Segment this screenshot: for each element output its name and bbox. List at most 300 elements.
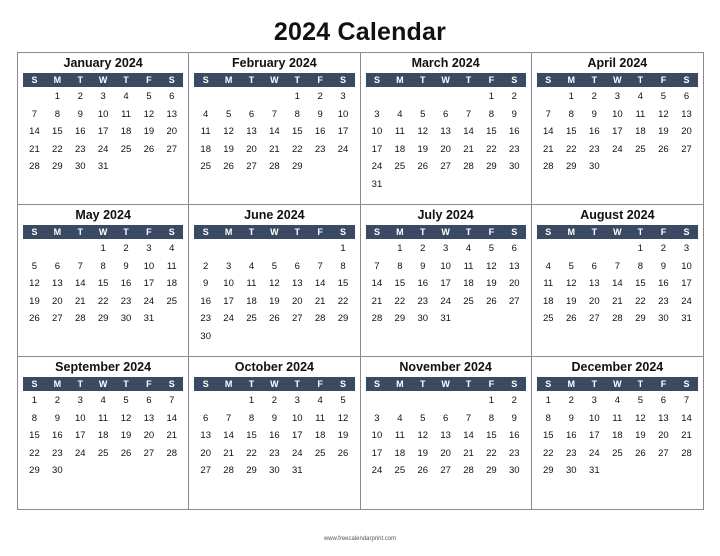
- day-cell: 30: [74, 161, 86, 172]
- empty-day-cell: [217, 392, 240, 410]
- day-cell: 3: [146, 243, 152, 254]
- day-cell: 23: [509, 447, 520, 459]
- day-cell: 28: [223, 465, 234, 476]
- day-cell: 10: [223, 278, 234, 289]
- day-cell: 27: [52, 313, 63, 324]
- day-cell: 29: [394, 313, 406, 324]
- empty-day-cell: [366, 88, 389, 106]
- day-cell: 9: [511, 412, 517, 424]
- weekday-label: F: [660, 227, 667, 237]
- day-cell: 6: [442, 108, 449, 120]
- day-cell: 3: [225, 260, 232, 272]
- day-cell: 15: [486, 430, 497, 441]
- weekday-label: W: [441, 75, 450, 85]
- calendar-grid: [17, 52, 704, 510]
- day-cell: 10: [74, 412, 86, 424]
- day-cell: 27: [291, 313, 303, 324]
- weekday-label: S: [511, 379, 518, 389]
- day-cell: 25: [120, 143, 132, 155]
- day-cell: 22: [337, 295, 349, 307]
- weekday-label: T: [77, 379, 83, 389]
- day-cell: 17: [612, 126, 623, 137]
- day-cell: 27: [440, 465, 451, 476]
- empty-day-cell: [388, 392, 411, 410]
- day-cell: 22: [291, 143, 303, 155]
- empty-day-cell: [23, 88, 46, 106]
- day-cell: 5: [123, 395, 129, 406]
- weekday-label: F: [488, 227, 495, 237]
- day-cell: 2: [317, 91, 323, 102]
- day-cell: 20: [291, 295, 303, 307]
- day-cell: 3: [374, 108, 380, 120]
- day-cell: 27: [589, 313, 600, 324]
- day-cell: 2: [568, 395, 574, 406]
- weekday-label: T: [248, 379, 255, 389]
- day-cell: 1: [545, 395, 551, 406]
- day-cell: 19: [223, 143, 234, 155]
- weekday-label: T: [123, 379, 129, 389]
- day-cell: 19: [658, 126, 669, 137]
- day-cell: 8: [54, 108, 60, 120]
- day-cell: 26: [658, 143, 669, 155]
- page-title: 2024 Calendar: [273, 18, 447, 46]
- day-cell: 24: [337, 143, 349, 155]
- day-cell: 22: [52, 143, 63, 155]
- day-cell: 9: [317, 108, 323, 120]
- day-cell: 27: [166, 143, 178, 155]
- day-grid: [537, 392, 698, 480]
- weekday-label: T: [419, 227, 426, 237]
- day-cell: 8: [488, 108, 495, 120]
- day-cell: 8: [545, 412, 551, 424]
- weekday-label: T: [591, 379, 598, 389]
- day-cell: 3: [442, 243, 449, 254]
- month-title: November 2024: [399, 360, 492, 374]
- day-cell: 6: [660, 395, 667, 406]
- weekday-label: F: [146, 227, 152, 237]
- weekday-label: F: [488, 379, 495, 389]
- day-cell: 18: [120, 126, 132, 137]
- month-block: [532, 357, 703, 509]
- month-block: [532, 205, 703, 357]
- day-cell: 30: [589, 161, 600, 172]
- day-cell: 23: [52, 447, 63, 459]
- day-cell: 18: [166, 278, 178, 289]
- day-cell: 13: [143, 412, 155, 424]
- day-cell: 22: [542, 447, 554, 459]
- weekday-label: M: [224, 75, 233, 85]
- day-cell: 7: [77, 260, 83, 272]
- day-cell: 19: [120, 430, 132, 441]
- day-cell: 6: [511, 243, 517, 254]
- day-cell: 14: [314, 278, 326, 289]
- day-cell: 2: [420, 243, 426, 254]
- day-cell: 8: [568, 108, 574, 120]
- day-cell: 4: [100, 395, 106, 406]
- weekday-label: F: [660, 379, 667, 389]
- day-cell: 31: [143, 313, 155, 324]
- day-cell: 22: [246, 447, 257, 459]
- day-cell: 7: [225, 412, 232, 424]
- day-cell: 12: [566, 278, 577, 289]
- month-title: January 2024: [63, 56, 143, 70]
- weekday-label: W: [270, 75, 279, 85]
- day-cell: 3: [77, 395, 83, 406]
- weekday-header-bar: [23, 225, 183, 239]
- day-cell: 21: [269, 143, 280, 155]
- day-cell: 5: [271, 260, 278, 272]
- weekday-header-bar: [23, 73, 183, 87]
- day-cell: 11: [635, 108, 646, 120]
- day-cell: 7: [683, 395, 690, 406]
- empty-day-cell: [606, 240, 629, 258]
- day-grid: [366, 88, 526, 193]
- day-cell: 26: [417, 161, 429, 172]
- weekday-header-bar: [194, 225, 354, 239]
- day-cell: 19: [29, 295, 40, 307]
- day-cell: 7: [374, 260, 380, 272]
- day-cell: 6: [683, 91, 690, 102]
- day-cell: 20: [143, 430, 155, 441]
- day-cell: 20: [52, 295, 63, 307]
- day-cell: 24: [681, 295, 692, 307]
- weekday-label: S: [202, 379, 209, 389]
- month-block: [361, 53, 532, 205]
- day-cell: 12: [486, 260, 497, 272]
- weekday-label: T: [637, 227, 644, 237]
- day-cell: 17: [589, 430, 600, 441]
- day-cell: 23: [74, 143, 86, 155]
- weekday-label: F: [317, 379, 323, 389]
- day-cell: 28: [681, 447, 692, 459]
- day-cell: 11: [166, 260, 177, 272]
- day-cell: 5: [31, 260, 38, 272]
- day-cell: 16: [200, 295, 211, 307]
- empty-day-cell: [240, 88, 263, 106]
- day-cell: 28: [29, 161, 40, 172]
- day-cell: 22: [486, 447, 497, 459]
- weekday-label: S: [683, 227, 690, 237]
- weekday-label: M: [567, 379, 576, 389]
- day-cell: 17: [337, 126, 349, 137]
- weekday-header-bar: [23, 377, 183, 391]
- month-block: [361, 205, 532, 357]
- empty-day-cell: [411, 88, 434, 106]
- day-cell: 11: [543, 278, 554, 289]
- day-cell: 10: [371, 126, 383, 137]
- day-cell: 25: [97, 447, 109, 459]
- day-cell: 12: [29, 278, 40, 289]
- weekday-label: T: [123, 227, 129, 237]
- day-cell: 12: [269, 278, 280, 289]
- weekday-label: S: [511, 227, 518, 237]
- empty-day-cell: [69, 240, 92, 258]
- day-cell: 3: [374, 412, 380, 424]
- month-title: May 2024: [75, 208, 131, 222]
- month-block: [18, 53, 189, 205]
- day-cell: 15: [337, 278, 349, 289]
- day-cell: 5: [340, 395, 346, 406]
- weekday-label: T: [419, 379, 426, 389]
- day-cell: 13: [589, 278, 600, 289]
- day-cell: 29: [29, 465, 40, 476]
- empty-day-cell: [46, 240, 69, 258]
- weekday-header-bar: [537, 73, 698, 87]
- day-cell: 13: [200, 430, 211, 441]
- day-cell: 7: [31, 108, 38, 120]
- day-cell: 7: [271, 108, 278, 120]
- day-grid: [23, 240, 183, 328]
- weekday-label: T: [419, 75, 426, 85]
- weekday-label: W: [270, 227, 279, 237]
- weekday-label: T: [248, 75, 255, 85]
- empty-day-cell: [194, 392, 217, 410]
- weekday-header-bar: [194, 377, 354, 391]
- day-cell: 27: [143, 447, 155, 459]
- empty-day-cell: [434, 392, 457, 410]
- weekday-label: F: [146, 379, 152, 389]
- day-cell: 6: [203, 412, 209, 424]
- weekday-header-bar: [366, 225, 526, 239]
- day-cell: 25: [166, 295, 178, 307]
- day-cell: 8: [294, 108, 300, 120]
- day-cell: 3: [294, 395, 300, 406]
- day-cell: 14: [542, 126, 554, 137]
- day-cell: 16: [120, 278, 132, 289]
- day-cell: 25: [542, 313, 554, 324]
- day-cell: 25: [635, 143, 646, 155]
- day-cell: 18: [394, 143, 406, 155]
- empty-day-cell: [263, 88, 286, 106]
- day-cell: 1: [340, 243, 346, 254]
- day-cell: 20: [246, 143, 257, 155]
- day-cell: 26: [223, 161, 234, 172]
- day-cell: 29: [246, 465, 257, 476]
- day-cell: 24: [371, 465, 383, 476]
- day-cell: 15: [246, 430, 257, 441]
- day-cell: 30: [52, 465, 63, 476]
- day-cell: 23: [658, 295, 669, 307]
- day-cell: 7: [545, 108, 551, 120]
- day-cell: 22: [486, 143, 497, 155]
- day-cell: 21: [166, 430, 178, 441]
- day-cell: 22: [635, 295, 646, 307]
- month-block: [532, 53, 703, 205]
- day-cell: 6: [169, 91, 175, 102]
- day-cell: 31: [371, 178, 383, 190]
- weekday-label: S: [340, 75, 347, 85]
- weekday-label: T: [77, 227, 83, 237]
- day-cell: 2: [271, 395, 278, 406]
- day-cell: 26: [486, 295, 497, 307]
- day-cell: 29: [337, 313, 349, 324]
- month-title: September 2024: [55, 360, 152, 374]
- empty-day-cell: [388, 88, 411, 106]
- day-cell: 9: [271, 412, 278, 424]
- day-cell: 28: [463, 161, 474, 172]
- day-cell: 21: [612, 295, 623, 307]
- day-cell: 3: [591, 395, 597, 406]
- day-cell: 3: [614, 91, 621, 102]
- day-cell: 11: [612, 412, 623, 424]
- day-cell: 21: [542, 143, 554, 155]
- empty-day-cell: [194, 240, 217, 258]
- weekday-label: M: [53, 75, 62, 85]
- day-cell: 21: [371, 295, 383, 307]
- weekday-label: T: [123, 75, 129, 85]
- day-cell: 14: [463, 126, 474, 137]
- weekday-label: T: [248, 227, 255, 237]
- weekday-label: S: [168, 227, 175, 237]
- weekday-label: S: [683, 75, 690, 85]
- day-cell: 20: [658, 430, 669, 441]
- day-cell: 5: [660, 91, 667, 102]
- day-cell: 25: [612, 447, 623, 459]
- day-cell: 29: [635, 313, 646, 324]
- day-cell: 2: [591, 91, 597, 102]
- day-cell: 26: [337, 447, 349, 459]
- day-cell: 24: [74, 447, 86, 459]
- weekday-label: W: [98, 379, 108, 389]
- day-cell: 15: [29, 430, 40, 441]
- day-cell: 16: [566, 430, 577, 441]
- day-cell: 8: [340, 260, 346, 272]
- day-cell: 20: [440, 447, 451, 459]
- day-cell: 24: [612, 143, 623, 155]
- day-cell: 6: [54, 260, 60, 272]
- month-title: February 2024: [231, 56, 317, 70]
- day-cell: 9: [591, 108, 597, 120]
- day-cell: 12: [417, 126, 429, 137]
- day-cell: 31: [97, 161, 109, 172]
- day-cell: 25: [314, 447, 326, 459]
- day-cell: 2: [203, 260, 209, 272]
- day-cell: 13: [658, 412, 669, 424]
- day-cell: 20: [589, 295, 600, 307]
- month-title: June 2024: [244, 208, 305, 222]
- day-grid: [366, 240, 526, 328]
- weekday-label: T: [465, 75, 472, 85]
- weekday-label: T: [465, 379, 472, 389]
- weekday-label: W: [441, 227, 450, 237]
- day-cell: 4: [545, 260, 551, 272]
- day-cell: 2: [123, 243, 129, 254]
- day-cell: 3: [340, 91, 346, 102]
- month-block: [189, 357, 360, 509]
- day-cell: 8: [397, 260, 403, 272]
- day-cell: 17: [143, 278, 155, 289]
- day-cell: 14: [74, 278, 86, 289]
- day-cell: 13: [291, 278, 303, 289]
- empty-day-cell: [457, 88, 480, 106]
- weekday-label: S: [340, 379, 347, 389]
- month-title: October 2024: [234, 360, 314, 374]
- month-title: December 2024: [571, 360, 664, 374]
- day-cell: 16: [589, 126, 600, 137]
- day-cell: 11: [121, 108, 131, 120]
- month-title: April 2024: [587, 56, 648, 70]
- day-cell: 28: [74, 313, 86, 324]
- weekday-label: S: [545, 227, 552, 237]
- weekday-label: F: [146, 75, 152, 85]
- day-cell: 28: [166, 447, 178, 459]
- day-cell: 3: [100, 91, 106, 102]
- weekday-label: T: [465, 227, 472, 237]
- weekday-label: W: [441, 379, 450, 389]
- day-cell: 15: [635, 278, 646, 289]
- day-cell: 31: [681, 313, 692, 324]
- day-cell: 15: [52, 126, 63, 137]
- weekday-label: W: [613, 379, 622, 389]
- month-block: [18, 205, 189, 357]
- day-cell: 14: [166, 412, 178, 424]
- day-cell: 21: [29, 143, 40, 155]
- weekday-header-bar: [537, 225, 698, 239]
- weekday-label: W: [98, 227, 108, 237]
- day-cell: 12: [143, 108, 155, 120]
- day-cell: 5: [568, 260, 574, 272]
- day-cell: 11: [246, 278, 257, 289]
- day-cell: 13: [52, 278, 63, 289]
- empty-day-cell: [583, 240, 606, 258]
- day-cell: 4: [203, 108, 209, 120]
- day-cell: 20: [681, 126, 692, 137]
- weekday-label: W: [98, 75, 108, 85]
- empty-day-cell: [411, 392, 434, 410]
- day-cell: 16: [658, 278, 669, 289]
- day-cell: 30: [269, 465, 280, 476]
- day-cell: 22: [29, 447, 40, 459]
- weekday-header-bar: [366, 73, 526, 87]
- day-cell: 29: [566, 161, 577, 172]
- weekday-label: M: [396, 75, 404, 85]
- day-cell: 10: [440, 260, 451, 272]
- day-cell: 14: [29, 126, 40, 137]
- day-cell: 6: [442, 412, 449, 424]
- day-cell: 29: [97, 313, 109, 324]
- weekday-label: M: [53, 227, 62, 237]
- day-cell: 18: [612, 430, 623, 441]
- day-cell: 26: [29, 313, 40, 324]
- empty-day-cell: [366, 392, 389, 410]
- day-cell: 31: [440, 313, 451, 324]
- day-cell: 31: [589, 465, 600, 476]
- weekday-label: S: [683, 379, 690, 389]
- day-cell: 19: [635, 430, 646, 441]
- day-cell: 25: [246, 313, 257, 324]
- day-grid: [194, 240, 354, 345]
- day-cell: 19: [566, 295, 577, 307]
- day-cell: 24: [223, 313, 234, 324]
- day-cell: 22: [394, 295, 406, 307]
- day-cell: 21: [681, 430, 692, 441]
- weekday-label: M: [567, 75, 576, 85]
- day-cell: 30: [566, 465, 577, 476]
- day-cell: 17: [291, 430, 303, 441]
- empty-day-cell: [217, 88, 240, 106]
- day-cell: 29: [52, 161, 63, 172]
- weekday-label: M: [53, 379, 62, 389]
- empty-day-cell: [366, 240, 389, 258]
- day-cell: 13: [246, 126, 257, 137]
- day-cell: 4: [397, 412, 403, 424]
- day-cell: 29: [486, 161, 497, 172]
- day-cell: 31: [291, 465, 303, 476]
- month-block: [189, 53, 360, 205]
- month-title: March 2024: [411, 56, 480, 70]
- day-cell: 17: [681, 278, 692, 289]
- day-cell: 24: [143, 295, 155, 307]
